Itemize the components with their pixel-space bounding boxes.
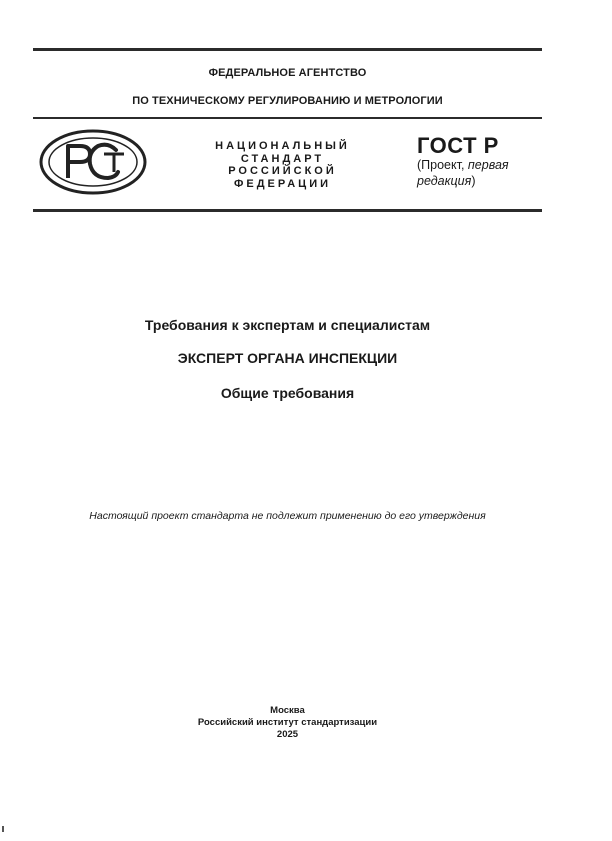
standard-type-line-2: СТАНДАРТ — [240, 152, 325, 165]
footer-city: Москва — [270, 705, 305, 716]
scan-mark — [2, 826, 4, 832]
gost-title: ГОСТ Р — [417, 133, 499, 158]
pst-logo-icon — [38, 128, 148, 196]
document-title-line-3: Общие требования — [220, 385, 355, 401]
draft-suffix: ) — [471, 174, 476, 188]
header-rule-top — [33, 117, 542, 119]
draft-italic: первая — [467, 158, 509, 172]
logo-text: РСТ — [93, 162, 95, 163]
draft-prefix: (Проект, — [417, 158, 468, 172]
agency-line-1: ФЕДЕРАЛЬНОЕ АГЕНТСТВО — [208, 67, 367, 79]
standard-type-line-4: ФЕДЕРАЦИИ — [233, 177, 332, 190]
draft-notice: Настоящий проект стандарта не подлежит применению до его утверждения — [89, 510, 486, 522]
draft-line-2: редакция — [417, 174, 472, 188]
document-title-line-2: ЭКСПЕРТ ОРГАНА ИНСПЕКЦИИ — [177, 350, 398, 366]
standard-type-line-3: РОССИЙСКОЙ — [228, 165, 337, 177]
standard-type — [200, 140, 365, 190]
gost-draft-note — [417, 157, 557, 189]
header-rule-bottom — [33, 209, 542, 212]
standard-type-line-1: НАЦИОНАЛЬНЫЙ — [215, 140, 350, 152]
footer-publisher: Российский институт стандартизации — [197, 717, 378, 728]
footer-year: 2025 — [276, 729, 299, 740]
document-title-line-1: Требования к экспертам и специалистам — [144, 317, 431, 333]
top-rule — [33, 48, 542, 51]
agency-line-2: ПО ТЕХНИЧЕСКОМУ РЕГУЛИРОВАНИЮ И МЕТРОЛОГИИ — [132, 95, 443, 107]
